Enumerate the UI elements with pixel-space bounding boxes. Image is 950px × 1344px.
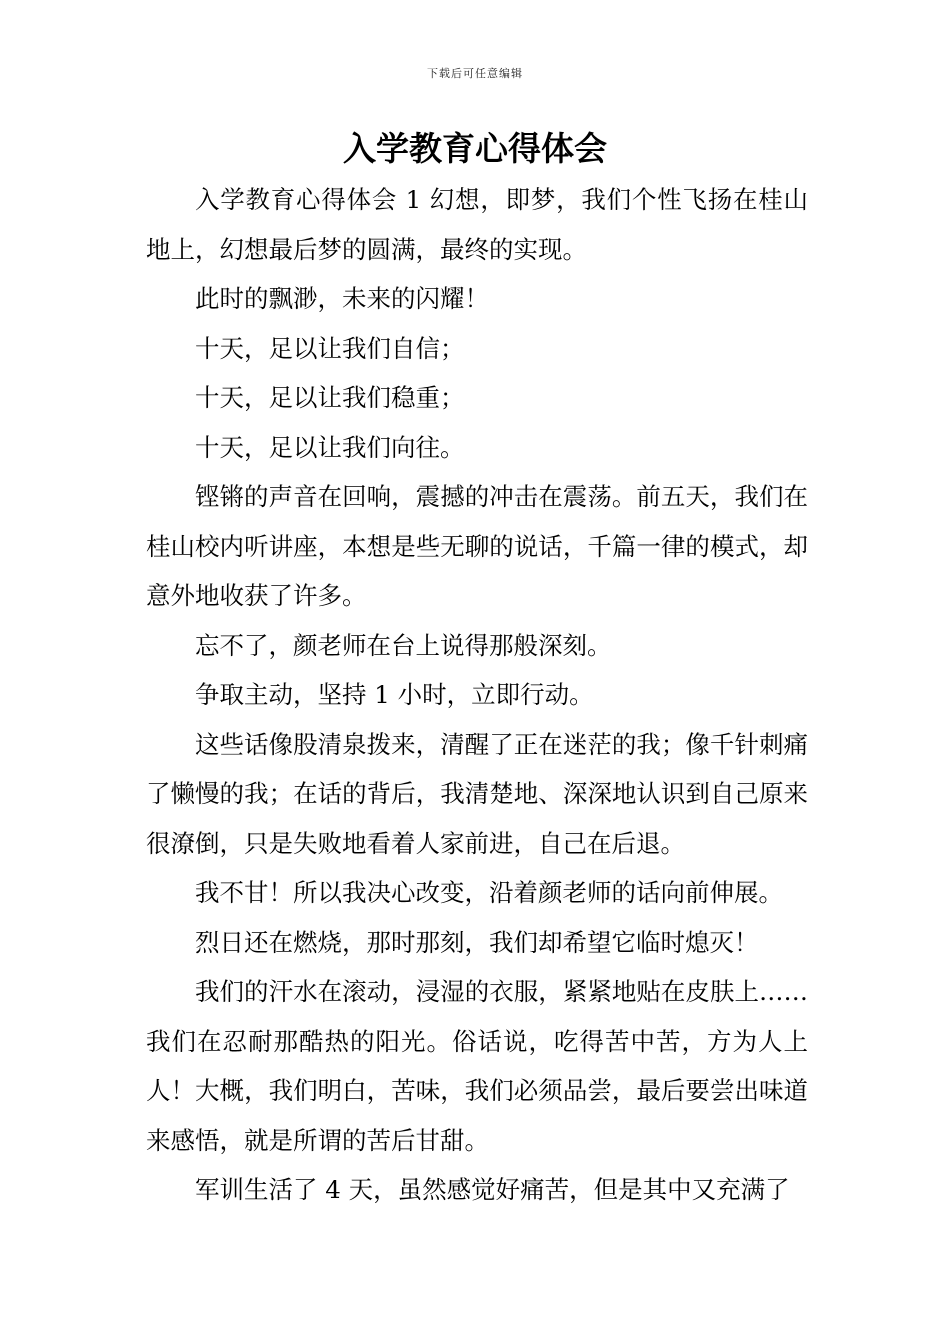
paragraph: 十天，足以让我们稳重； bbox=[195, 383, 465, 412]
paragraph: 军训生活了 4 天，虽然感觉好痛苦，但是其中又充满了 bbox=[195, 1175, 790, 1204]
paragraph: 烈日还在燃烧，那时那刻，我们却希望它临时熄灭！ bbox=[195, 927, 759, 957]
paragraph: 十天，足以让我们自信； bbox=[195, 333, 465, 363]
document-body bbox=[146, 175, 808, 1215]
header-note: 下载后可任意编辑 bbox=[427, 67, 523, 80]
paragraph: 这些话像股清泉拨来，清醒了正在迷茫的我；像千针刺痛了懒慢的我；在话的背后，我清楚地、深深地认识到自己原来很潦倒，只是失败地看着人家前进，自己在后退。 bbox=[146, 729, 808, 858]
paragraph: 忘不了，颜老师在台上说得那般深刻。 bbox=[195, 630, 612, 660]
paragraph: 此时的飘渺，未来的闪耀！ bbox=[195, 284, 489, 313]
paragraph: 铿锵的声音在回响，震撼的冲击在震荡。前五天，我们在桂山校内听讲座，本想是些无聊的说话，千篇一律的模式，却意外地收获了许多。 bbox=[146, 482, 808, 610]
paragraph: 十天，足以让我们向往。 bbox=[195, 432, 465, 462]
paragraph: 我们的汗水在滚动，浸湿的衣服，紧紧地贴在皮肤上……我们在忍耐那酷热的阳光。俗话说，吃得苦中苦，方为人上人！大概，我们明白，苦味，我们必须品尝，最后要尝出味道来感悟，就是所谓的苦后甘甜。 bbox=[146, 977, 808, 1155]
document-title: 入学教育心得体会 bbox=[343, 129, 607, 168]
paragraph: 我不甘！所以我决心改变，沿着颜老师的话向前伸展。 bbox=[195, 878, 783, 907]
paragraph: 入学教育心得体会 1 幻想，即梦，我们个性飞扬在桂山地上，幻想最后梦的圆满，最终的实现。 bbox=[146, 185, 808, 264]
paragraph: 争取主动，坚持 1 小时，立即行动。 bbox=[195, 680, 594, 709]
